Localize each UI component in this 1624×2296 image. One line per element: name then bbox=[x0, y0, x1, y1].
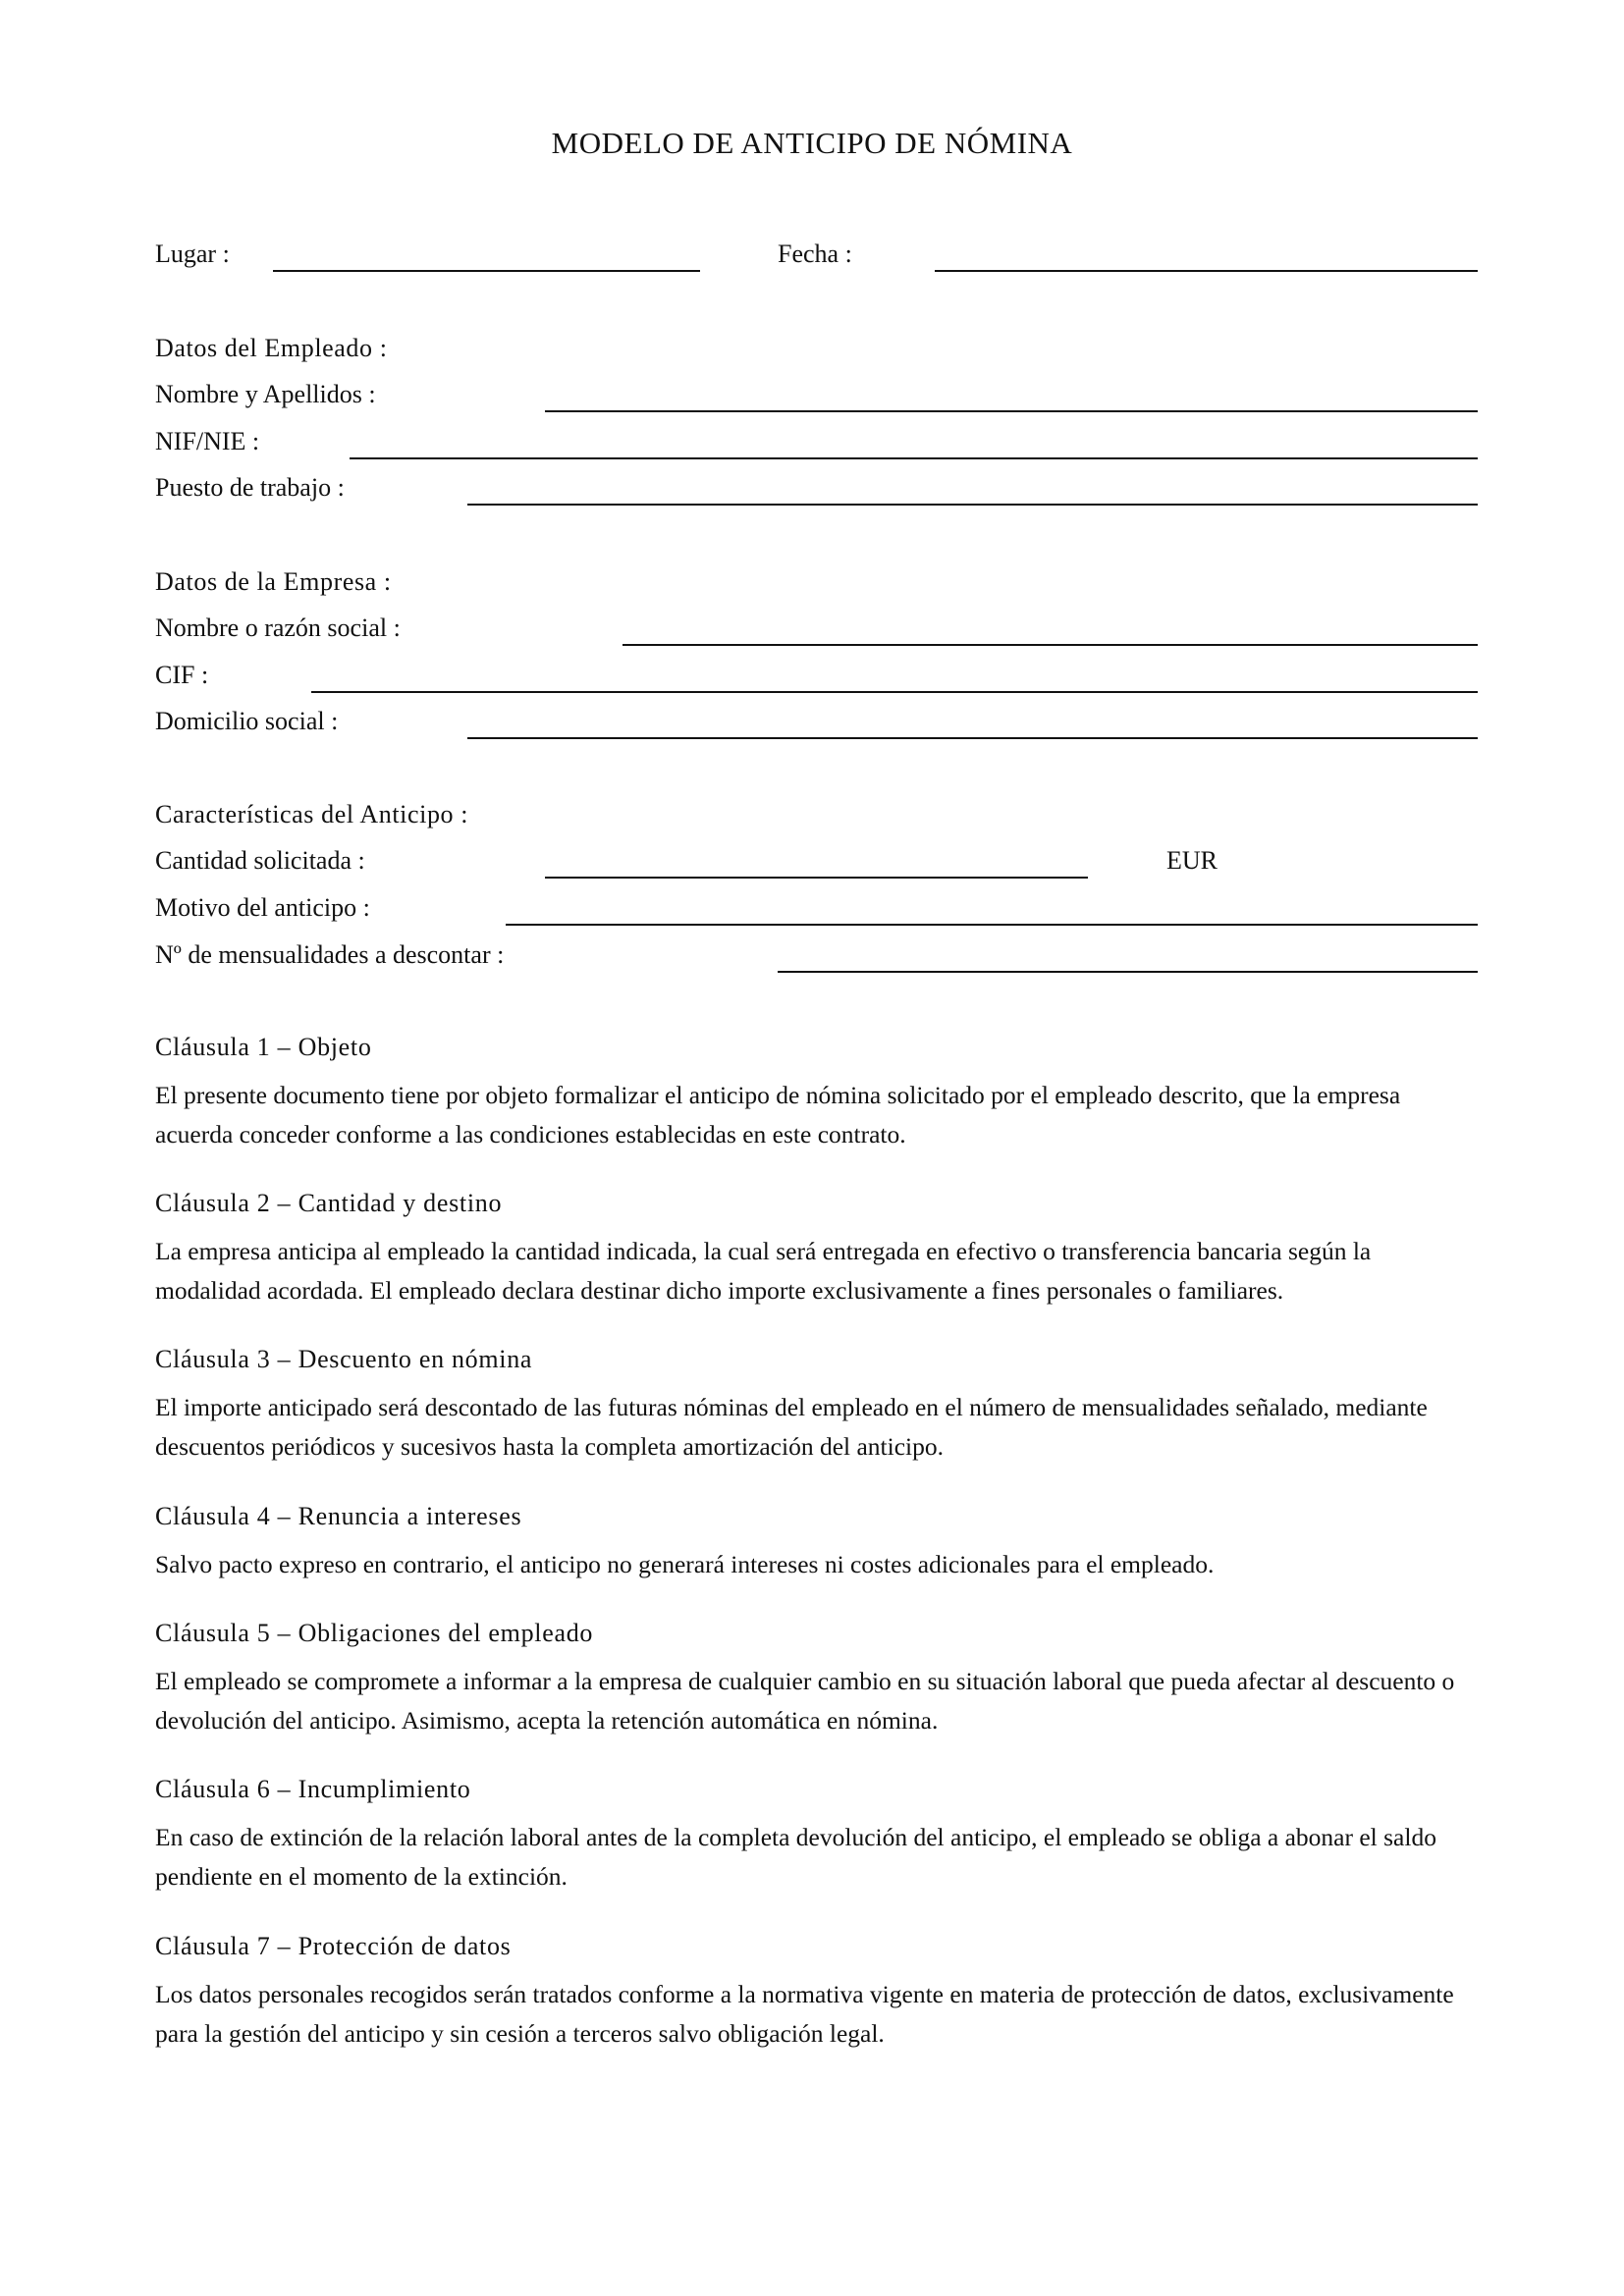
currency-label: EUR bbox=[1166, 846, 1218, 875]
puesto-trabajo-field[interactable] bbox=[467, 504, 1478, 506]
clause-6-title: Cláusula 6 – Incumplimiento bbox=[155, 1775, 471, 1803]
clause-7-title: Cláusula 7 – Protección de datos bbox=[155, 1932, 512, 1960]
clause-4-body: Salvo pacto expreso en contrario, el anticipo no generará intereses ni costes adicionales para el empleado. bbox=[155, 1550, 1215, 1578]
fecha-field[interactable] bbox=[935, 270, 1478, 272]
motivo-anticipo-label: Motivo del anticipo : bbox=[155, 893, 370, 922]
clause-2-body: La empresa anticipa al empleado la cantidad indicada, la cual será entregada en efectivo o transferencia bancaria según la modalidad acordada. El empleado declara destinar dicho importe exclusivamente a fines personales o familiares. bbox=[155, 1237, 1372, 1305]
fecha-label: Fecha : bbox=[778, 240, 852, 268]
nif-nie-label: NIF/NIE : bbox=[155, 427, 260, 455]
clause-1-title: Cláusula 1 – Objeto bbox=[155, 1033, 372, 1061]
anticipo-heading: Características del Anticipo : bbox=[155, 800, 469, 828]
motivo-anticipo-field[interactable] bbox=[506, 924, 1478, 926]
mensualidades-field[interactable] bbox=[778, 971, 1478, 973]
empleado-heading: Datos del Empleado : bbox=[155, 334, 388, 362]
razon-social-label: Nombre o razón social : bbox=[155, 614, 401, 642]
nombre-apellidos-field[interactable] bbox=[545, 410, 1478, 412]
clause-5-body: El empleado se compromete a informar a la empresa de cualquier cambio en su situación laboral que pueda afectar al descuento o devolución del anticipo. Asimismo, acepta la retención automática en nómina. bbox=[155, 1667, 1455, 1735]
razon-social-field[interactable] bbox=[623, 644, 1478, 646]
cif-field[interactable] bbox=[311, 691, 1478, 693]
lugar-label: Lugar : bbox=[155, 240, 230, 268]
clause-2-title: Cláusula 2 – Cantidad y destino bbox=[155, 1189, 503, 1217]
empresa-heading: Datos de la Empresa : bbox=[155, 567, 392, 596]
puesto-trabajo-label: Puesto de trabajo : bbox=[155, 473, 345, 502]
document-title: MODELO DE ANTICIPO DE NÓMINA bbox=[551, 126, 1073, 160]
nombre-apellidos-label: Nombre y Apellidos : bbox=[155, 380, 376, 408]
cantidad-solicitada-label: Cantidad solicitada : bbox=[155, 846, 365, 875]
mensualidades-label: Nº de mensualidades a descontar : bbox=[155, 940, 505, 969]
clause-5-title: Cláusula 5 – Obligaciones del empleado bbox=[155, 1619, 594, 1647]
clause-4-title: Cláusula 4 – Renuncia a intereses bbox=[155, 1502, 522, 1530]
clause-3-body: El importe anticipado será descontado de las futuras nóminas del empleado en el número de mensualidades señalado, mediante descuentos periódicos y sucesivos hasta la completa amortización del anticipo. bbox=[155, 1393, 1428, 1461]
cif-label: CIF : bbox=[155, 661, 209, 689]
clause-6-body: En caso de extinción de la relación laboral antes de la completa devolución del anticipo, el empleado se obliga a abonar el saldo pendiente en el momento de la extinción. bbox=[155, 1823, 1436, 1891]
clause-3-title: Cláusula 3 – Descuento en nómina bbox=[155, 1345, 533, 1373]
domicilio-social-label: Domicilio social : bbox=[155, 707, 339, 735]
cantidad-solicitada-field[interactable] bbox=[545, 877, 1088, 879]
clause-7-body: Los datos personales recogidos serán tratados conforme a la normativa vigente en materia de protección de datos, exclusivamente para la gestión del anticipo y sin cesión a terceros salvo obligación legal. bbox=[155, 1980, 1454, 2048]
nif-nie-field[interactable] bbox=[350, 457, 1478, 459]
lugar-field[interactable] bbox=[273, 270, 700, 272]
clause-1-body: El presente documento tiene por objeto formalizar el anticipo de nómina solicitado por el empleado descrito, que la empresa acuerda conceder conforme a las condiciones establecidas en este contrato. bbox=[155, 1081, 1401, 1148]
domicilio-social-field[interactable] bbox=[467, 737, 1478, 739]
